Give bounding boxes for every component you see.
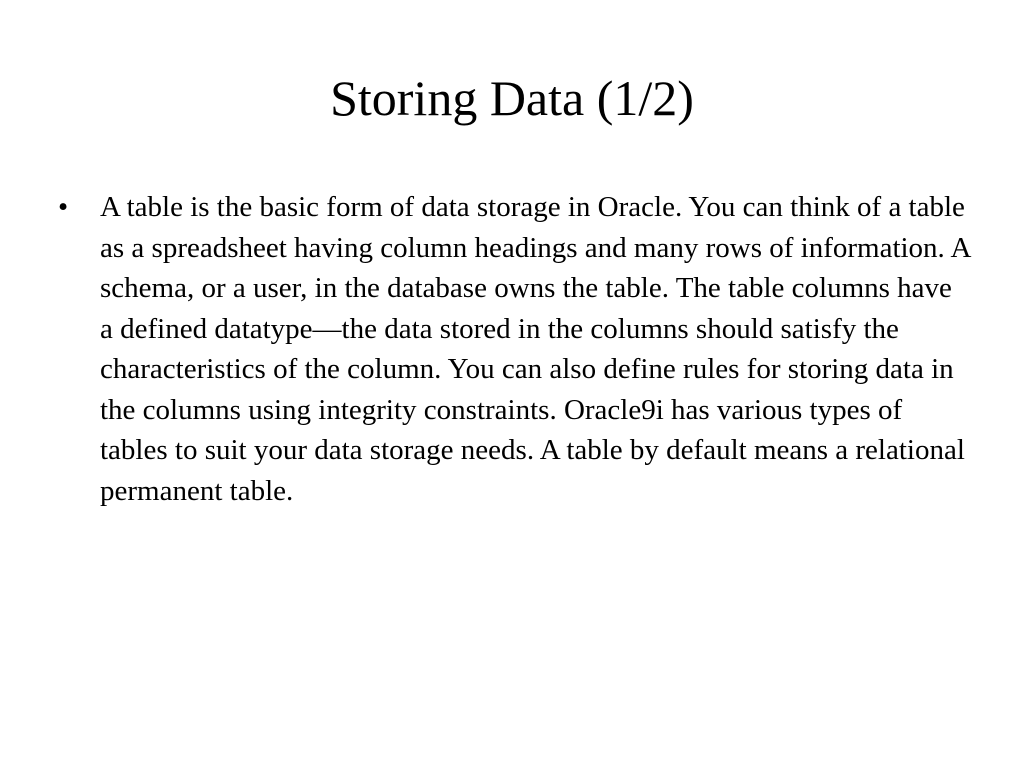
bullet-dot-icon: • — [58, 191, 69, 223]
slide-title: Storing Data (1/2) — [330, 70, 694, 126]
bullet-item — [58, 187, 978, 511]
bullet-list — [58, 187, 978, 511]
bullet-text: A table is the basic form of data storage in Oracle. You can think of a table as a spreadsheet having column headings and many rows of information. A schema, or a user, in the database owns the table. The table columns have a defined datatype—the data stored in the columns should satisfy the characteristics of the column. You can also define rules for storing data in the columns using integrity constraints. Oracle9i has various types of tables to suit your data storage needs. A table by default means a relational permanent table. — [100, 191, 970, 507]
